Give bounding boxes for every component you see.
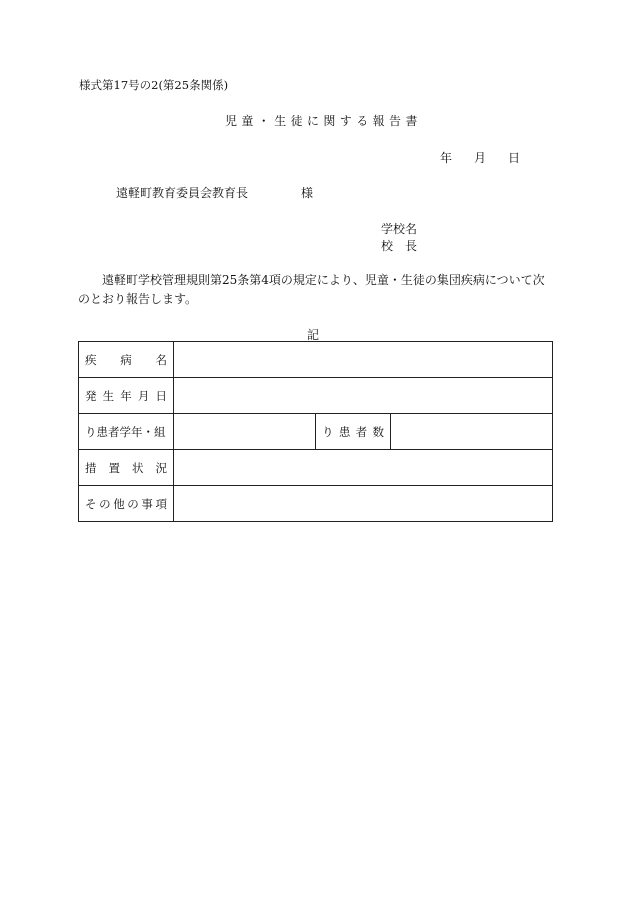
table-row-affected [79,414,553,450]
date-year-label: 年 [440,151,453,165]
onset-date-field[interactable] [174,378,553,414]
other-matters-field[interactable] [174,486,553,522]
date-day-label: 日 [508,151,521,165]
table-row-disease [79,342,553,378]
measures-field[interactable] [174,450,553,486]
addressee-honorific: 様 [301,186,314,200]
school-name-label: 学校名 [381,222,418,236]
addressee-name: 遠軽町教育委員会教育長 [116,186,249,200]
form-code: 様式第17号の2(第25条関係) [79,78,229,92]
onset-date-label: 発生年月日 [79,378,174,414]
measures-label: 措置状況 [79,450,174,486]
ki-heading: 記 [307,328,320,342]
date-month-label: 月 [474,151,487,165]
disease-name-field[interactable] [174,342,553,378]
report-table [78,341,553,522]
table-row-other [79,486,553,522]
document-title: 児童・生徒に関する報告書 [225,114,422,128]
patient-count-label: り患者数 [316,414,391,450]
table-row-onset [79,378,553,414]
patient-count-field[interactable] [391,414,553,450]
affected-grade-label: り患者学年・組 [79,414,174,450]
date-line [440,149,542,166]
principal-label: 校長 [381,239,430,253]
disease-name-label: 疾病名 [79,342,174,378]
table-row-measures [79,450,553,486]
affected-grade-field[interactable] [174,414,316,450]
other-matters-label: その他の事項 [79,486,174,522]
body-paragraph: 遠軽町学校管理規則第25条第4項の規定により、児童・生徒の集団疾病について次のとおり報告します。 [78,273,545,306]
